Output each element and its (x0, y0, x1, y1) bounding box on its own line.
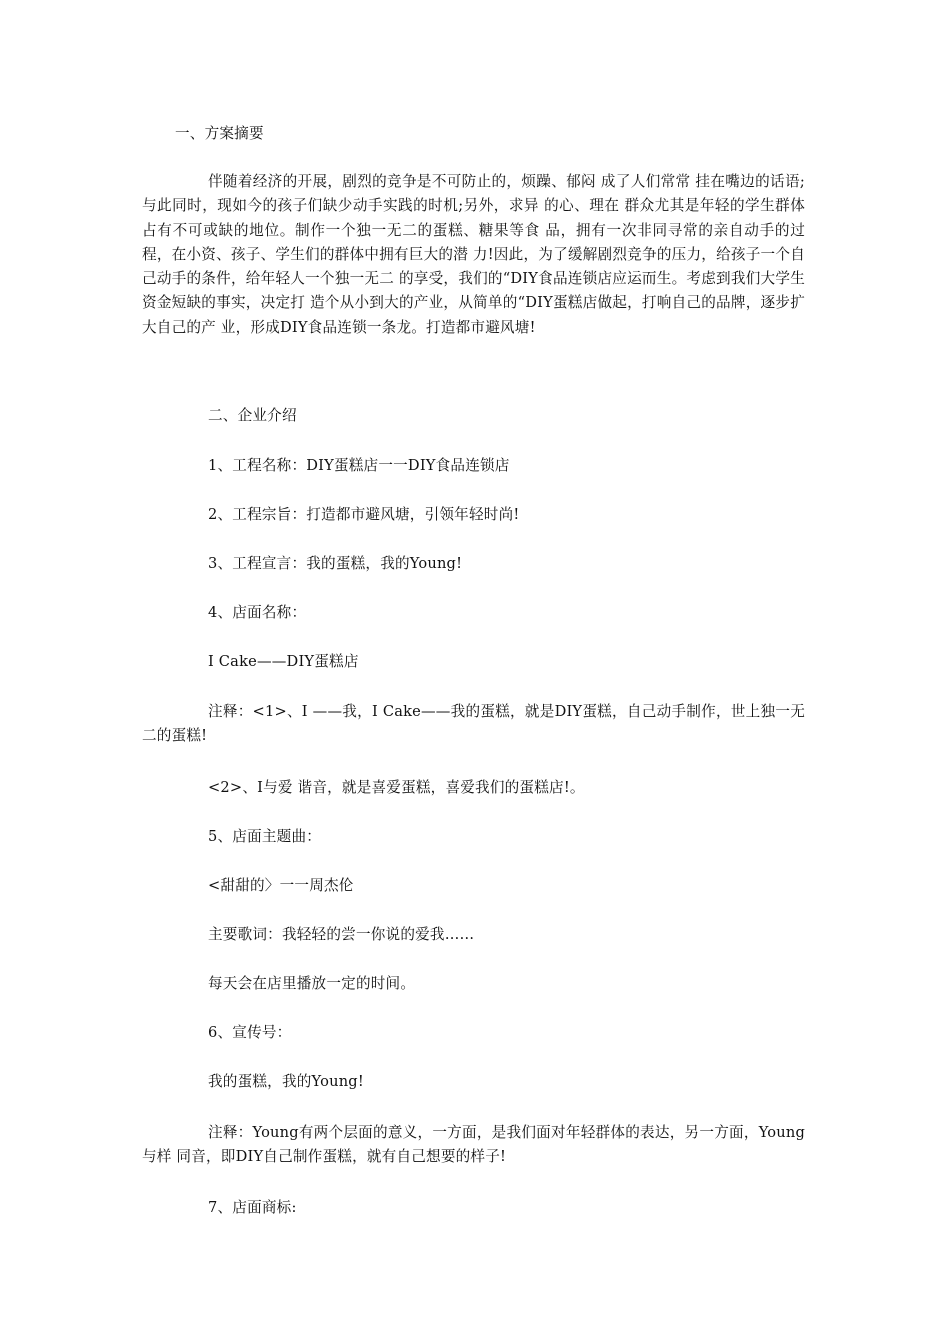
store-name: I Cake——DIY蛋糕店 (208, 653, 359, 670)
section-heading-company: 二、企业介绍 (208, 407, 297, 424)
note-store-name: 注释：<1>、I ——我，I Cake——我的蛋糕，就是DIY蛋糕，自己动手制作，世上独一无二的蛋糕! (142, 703, 805, 744)
note-homophone: <2>、I与爱 谐音，就是喜爱蛋糕，喜爱我们的蛋糕店!。 (208, 779, 585, 796)
item-trademark-label: 7、店面商标: (208, 1199, 297, 1216)
item-theme-song-label: 5、店面主题曲： (208, 828, 322, 845)
item-project-purpose: 2、工程宗旨：打造都市避风塘，引领年轻时尚! (208, 506, 520, 523)
item-slogan-label: 6、宣传号： (208, 1024, 292, 1041)
theme-song-lyrics: 主要歌词：我轻轻的尝一你说的爱我…… (208, 926, 475, 943)
item-project-declaration: 3、工程宣言：我的蛋糕，我的Young! (208, 555, 463, 572)
play-schedule-note: 每天会在店里播放一定的时间。 (208, 975, 416, 992)
section-heading-summary: 一、方案摘要 (175, 125, 264, 142)
item-project-name: 1、工程名称：DIY蛋糕店一一DIY食品连锁店 (208, 457, 510, 474)
slogan: 我的蛋糕，我的Young! (208, 1073, 364, 1090)
note-young-meaning: 注释：Young有两个层面的意义，一方面，是我们面对年轻群体的表达，另一方面，Young与样 同音，即DIY自己制作蛋糕，就有自己想要的样子! (142, 1124, 805, 1165)
theme-song: <甜甜的〉一一周杰伦 (208, 877, 354, 894)
item-store-name-label: 4、店面名称： (208, 604, 307, 621)
summary-paragraph: 伴随着经济的开展，剧烈的竞争是不可防止的，烦躁、郁闷 成了人们常常 挂在嘴边的话语;与此同时，现如今的孩子们缺少动手实践的时机;另外，求异 的心、理在 群众尤其是年轻的学生群体占有不可或缺的地位。制作一个独一无二的蛋糕、糖果等食 品，拥有一次非同寻常的亲自动手的过程，在小资、孩子、学生们的群体中拥有巨大的潜 力!因此，为了缓解剧烈竞争的压力，给孩子一个自己动手的条件，给年轻人一个独一无二 的享受，我们的“DIY食品连锁店应运而生。考虑到我们大学生资金短缺的事实，决定打 造个从小到大的产业，从简单的“DIY蛋糕店做起，打响自己的品牌，逐步扩大自己的产 业，形成DIY食品连锁一条龙。打造都市避风塘! (142, 173, 805, 336)
